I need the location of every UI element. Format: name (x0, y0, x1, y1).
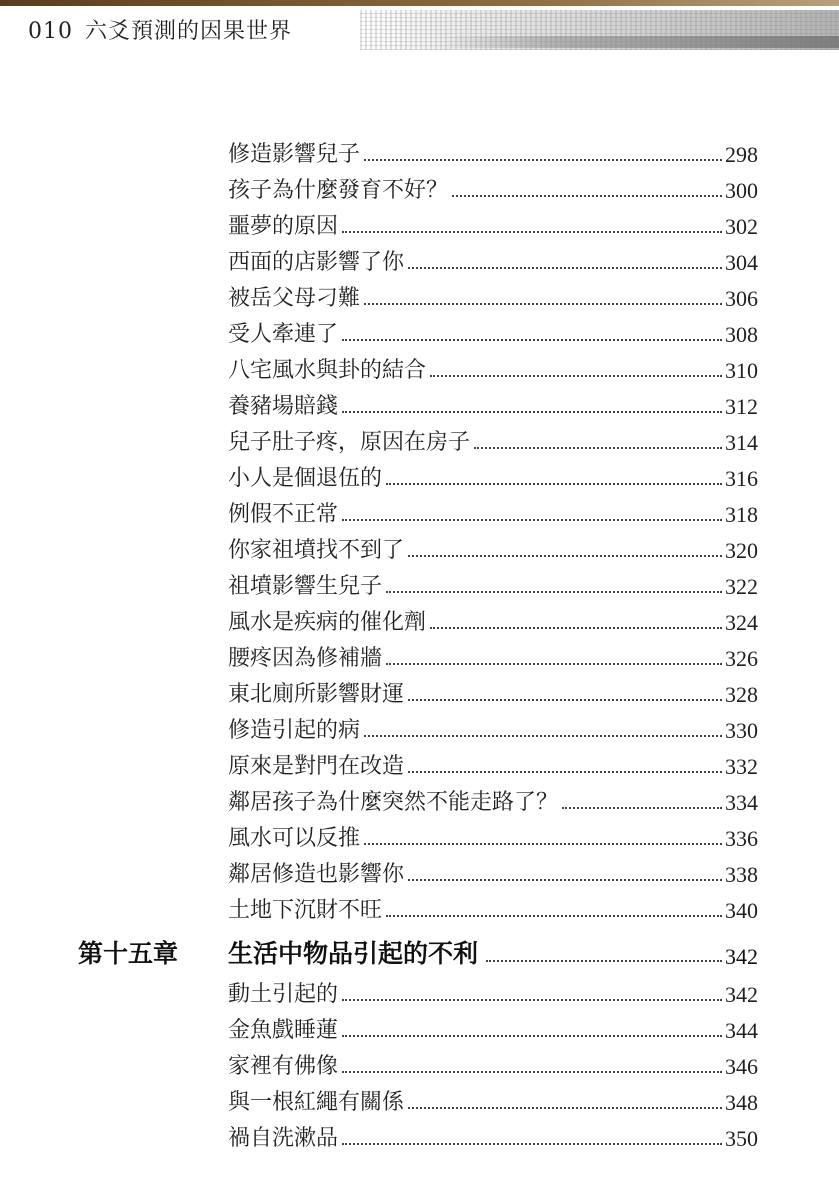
toc-entry-page: 336 (725, 826, 758, 851)
page-header (0, 6, 839, 56)
toc-entry-title: 與一根紅繩有關係 (228, 1090, 405, 1115)
toc-entry-title: 東北廁所影響財運 (228, 682, 405, 707)
toc-entry-page: 318 (725, 502, 758, 527)
toc-entry-page: 340 (725, 898, 758, 923)
toc-entry-page: 320 (725, 538, 758, 563)
toc-entry-page: 314 (725, 430, 758, 455)
toc-entry-page: 334 (725, 790, 758, 815)
toc-entry-title: 土地下沉財不旺 (228, 898, 383, 923)
toc-entry-page: 346 (725, 1054, 758, 1079)
toc-entry (228, 1116, 758, 1152)
dot-leader (342, 519, 722, 521)
toc-entry (228, 708, 758, 744)
toc-entry-title: 腰疼因為修補牆 (228, 646, 383, 671)
toc-entry (228, 600, 758, 636)
toc-entry (228, 204, 758, 240)
toc-entry-page: 348 (725, 1090, 758, 1115)
toc-entry-page: 312 (725, 394, 758, 419)
toc-entry-page: 308 (725, 322, 758, 347)
toc-entry (228, 888, 758, 924)
toc-entry-title: 風水是疾病的催化劑 (228, 610, 427, 635)
toc-entry (228, 780, 758, 816)
toc-entry-title: 養豬場賠錢 (228, 394, 339, 419)
toc-entry-page: 350 (725, 1126, 758, 1151)
dot-leader (430, 627, 722, 629)
toc-entry (228, 348, 758, 384)
dot-leader (342, 1143, 722, 1145)
toc-entry-title: 八宅風水與卦的結合 (228, 358, 427, 383)
dot-leader (408, 699, 722, 701)
dot-leader (342, 1035, 722, 1037)
toc-entry-title: 西面的店影響了你 (228, 250, 405, 275)
dot-leader (430, 375, 722, 377)
toc-entry (228, 744, 758, 780)
dot-leader (386, 483, 722, 485)
dot-leader (364, 843, 722, 845)
toc-entry-title: 被岳父母刁難 (228, 286, 361, 311)
book-title: 六爻預測的因果世界 (85, 19, 293, 44)
running-head (28, 14, 292, 45)
toc-entry (228, 456, 758, 492)
dot-leader (408, 879, 722, 881)
toc-entry-title: 家裡有佛像 (228, 1054, 339, 1079)
toc-entry-title: 鄰居修造也影響你 (228, 862, 405, 887)
toc-entry (228, 672, 758, 708)
dot-leader (342, 231, 722, 233)
toc-entry-title: 修造影響兒子 (228, 142, 361, 167)
toc-entry-title: 噩夢的原因 (228, 214, 339, 239)
page-number: 010 (28, 19, 73, 44)
toc-entry (228, 420, 758, 456)
toc-entry (228, 852, 758, 888)
toc-entry-title: 鄰居孩子為什麼突然不能走路了？ (228, 790, 559, 815)
toc-entry (228, 816, 758, 852)
toc-entry-page: 326 (725, 646, 758, 671)
toc-entry-page: 344 (725, 1018, 758, 1043)
toc-entry-page: 324 (725, 610, 758, 635)
dot-leader (408, 555, 722, 557)
dot-leader (386, 591, 722, 593)
toc-entry-title: 動土引起的 (228, 982, 339, 1007)
toc-entry (228, 972, 758, 1008)
toc-entry-title: 金魚戲睡蓮 (228, 1018, 339, 1043)
toc-entry-title: 孩子為什麼發育不好？ (228, 178, 449, 203)
toc-entry (228, 1080, 758, 1116)
toc-entry-page: 302 (725, 214, 758, 239)
dot-leader (364, 303, 722, 305)
dot-leader (408, 1107, 722, 1109)
toc-entry-page: 304 (725, 250, 758, 275)
toc-entry-title: 兒子肚子疼，原因在房子 (228, 430, 471, 455)
chapter-title: 生活中物品引起的不利 (228, 939, 479, 968)
toc-entry (228, 1044, 758, 1080)
dot-leader (408, 267, 722, 269)
toc-entry-page: 330 (725, 718, 758, 743)
dot-leader (386, 915, 722, 917)
dot-leader (486, 960, 722, 962)
toc-entry-page: 300 (725, 178, 758, 203)
dot-leader (342, 411, 722, 413)
toc-entry-page: 322 (725, 574, 758, 599)
toc-entry-title: 小人是個退伍的 (228, 466, 383, 491)
header-texture-band (440, 36, 839, 48)
toc-entry (228, 384, 758, 420)
toc-entry-page: 328 (725, 682, 758, 707)
toc-entry (228, 276, 758, 312)
toc-entry-page: 306 (725, 286, 758, 311)
toc-entry-title: 修造引起的病 (228, 718, 361, 743)
toc-entry (228, 492, 758, 528)
dot-leader (562, 807, 722, 809)
toc-entry-page: 310 (725, 358, 758, 383)
dot-leader (474, 447, 722, 449)
toc-entry (228, 636, 758, 672)
toc-entry-title: 你家祖墳找不到了 (228, 538, 405, 563)
toc-entry-page: 298 (725, 142, 758, 167)
toc-entry (228, 528, 758, 564)
toc-entry-page: 332 (725, 754, 758, 779)
toc-entry-title: 祖墳影響生兒子 (228, 574, 383, 599)
toc-entry-page: 338 (725, 862, 758, 887)
toc-entry-title: 禍自洗漱品 (228, 1126, 339, 1151)
toc-entry-title: 受人牽連了 (228, 322, 339, 347)
toc-entry-title: 風水可以反推 (228, 826, 361, 851)
dot-leader (364, 735, 722, 737)
toc-entry-title: 原來是對門在改造 (228, 754, 405, 779)
toc-entry-title: 例假不正常 (228, 502, 339, 527)
toc-entry (228, 132, 758, 168)
dot-leader (452, 195, 722, 197)
dot-leader (342, 1071, 722, 1073)
toc-entry (228, 564, 758, 600)
dot-leader (364, 159, 722, 161)
dot-leader (342, 999, 722, 1001)
toc-entry-page: 316 (725, 466, 758, 491)
toc-entry-page: 342 (725, 982, 758, 1007)
toc-entry (228, 240, 758, 276)
dot-leader (408, 771, 722, 773)
dot-leader (342, 339, 722, 341)
dot-leader (386, 663, 722, 665)
chapter-label: 第十五章 (78, 939, 179, 968)
chapter-heading (78, 930, 758, 970)
chapter-page: 342 (725, 944, 758, 969)
toc-entry (228, 312, 758, 348)
toc-entry (228, 168, 758, 204)
toc-entry (228, 1008, 758, 1044)
